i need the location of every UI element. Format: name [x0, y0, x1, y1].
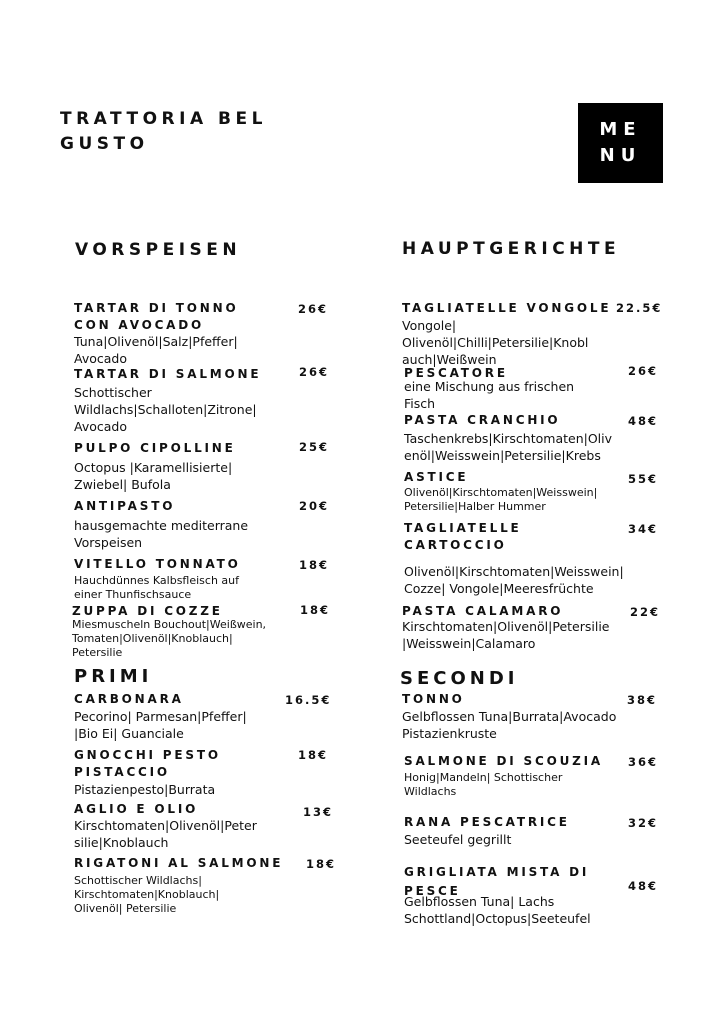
secondi-item-4-price: 48€: [628, 879, 659, 893]
secondi-item-1-desc: Gelbflossen Tuna|Burrata|Avocado Pistazienkruste: [402, 709, 617, 741]
primi-item-3-name: AGLIO E OLIO: [74, 802, 199, 816]
vorspeisen-item-4-price: 20€: [299, 499, 330, 513]
primi-item-4-desc: Schottischer Wildlachs| Kirschtomaten|Knoblauch| Olivenöl| Petersilie: [74, 874, 220, 915]
vorspeisen-item-2-desc: Schottischer Wildlachs|Schalloten|Zitrone| Avocado: [74, 385, 257, 434]
secondi-item-1-name: TONNO: [402, 692, 465, 706]
haupt-item-2-desc: eine Mischung aus frischen Fisch: [404, 379, 575, 411]
menu-badge-line2: NU: [599, 145, 642, 166]
primi-item-1-desc: Pecorino| Parmesan|Pfeffer| |Bio Ei| Guanciale: [74, 709, 247, 741]
haupt-item-4-desc: Olivenöl|Kirschtomaten|Weisswein| Petersilie|Halber Hummer: [404, 486, 598, 513]
secondi-item-3-name: RANA PESCATRICE: [404, 815, 570, 829]
primi-item-1-price: 16.5€: [285, 693, 332, 707]
vorspeisen-item-4-name: ANTIPASTO: [74, 499, 176, 513]
primi-item-4-price: 18€: [306, 857, 337, 871]
restaurant-name: TRATTORIA BEL GUSTO: [60, 109, 267, 154]
vorspeisen-item-3-price: 25€: [299, 440, 330, 454]
haupt-item-6-name: PASTA CALAMARO: [402, 604, 564, 618]
haupt-item-1-price: 22.5€: [616, 301, 663, 315]
menu-badge-text: [599, 117, 643, 169]
vorspeisen-item-1-desc: Tuna|Olivenöl|Salz|Pfeffer| Avocado: [74, 334, 238, 366]
vorspeisen-item-6-price: 18€: [300, 603, 331, 617]
secondi-item-3-desc: Seeteufel gegrillt: [404, 832, 512, 847]
secondi-item-4-name: GRIGLIATA MISTA DI PESCE: [404, 865, 590, 898]
vorspeisen-item-1-price: 26€: [298, 302, 329, 316]
vorspeisen-item-3-name: PULPO CIPOLLINE: [74, 441, 236, 455]
vorspeisen-item-5-desc: Hauchdünnes Kalbsfleisch auf einer Thunfischsauce: [74, 574, 240, 601]
haupt-item-1-desc: Vongole| Olivenöl|Chilli|Petersilie|Knobl auch|Weißwein: [402, 318, 589, 367]
primi-item-4-name: RIGATONI AL SALMONE: [74, 856, 284, 870]
vorspeisen-item-3-desc: Octopus |Karamellisierte| Zwiebel| Bufola: [74, 460, 233, 492]
vorspeisen-item-2-price: 26€: [299, 365, 330, 379]
haupt-item-2-price: 26€: [628, 364, 659, 378]
vorspeisen-item-5-name: VITELLO TONNATO: [74, 557, 241, 571]
secondi-item-3-price: 32€: [628, 816, 659, 830]
haupt-item-5-desc: Olivenöl|Kirschtomaten|Weisswein| Cozze| Vongole|Meeresfrüchte: [404, 564, 624, 596]
haupt-item-2-name: PESCATORE: [404, 366, 508, 380]
haupt-item-1-name: TAGLIATELLE VONGOLE: [402, 301, 612, 315]
haupt-item-6-price: 22€: [630, 605, 661, 619]
primi-item-2-desc: Pistazienpesto|Burrata: [74, 782, 216, 797]
secondi-item-4-desc: Gelbflossen Tuna| Lachs Schottland|Octopus|Seeteufel: [404, 894, 591, 926]
haupt-item-5-name: TAGLIATELLE CARTOCCIO: [404, 521, 522, 552]
haupt-item-6-desc: Kirschtomaten|Olivenöl|Petersilie |Weisswein|Calamaro: [402, 619, 610, 651]
primi-item-1-name: CARBONARA: [74, 692, 184, 706]
haupt-item-5-price: 34€: [628, 522, 659, 536]
section-title-hauptgerichte: HAUPTGERICHTE: [402, 239, 621, 259]
vorspeisen-item-5-price: 18€: [299, 558, 330, 572]
secondi-item-1-price: 38€: [627, 693, 658, 707]
primi-item-3-desc: Kirschtomaten|Olivenöl|Peter silie|Knoblauch: [74, 818, 257, 850]
haupt-item-3-name: PASTA CRANCHIO: [404, 413, 561, 427]
haupt-item-4-name: ASTICE: [404, 470, 469, 484]
section-title-vorspeisen: VORSPEISEN: [75, 240, 242, 260]
haupt-item-4-price: 55€: [628, 472, 659, 486]
haupt-item-3-price: 48€: [628, 414, 659, 428]
vorspeisen-item-6-name: ZUPPA DI COZZE: [72, 604, 223, 618]
primi-item-2-name: GNOCCHI PESTO PISTACCIO: [74, 748, 221, 779]
secondi-item-2-price: 36€: [628, 755, 659, 769]
primi-item-2-price: 18€: [298, 748, 329, 762]
secondi-item-2-desc: Honig|Mandeln| Schottischer Wildlachs: [404, 771, 563, 798]
section-title-secondi: SECONDI: [400, 668, 519, 689]
vorspeisen-item-4-desc: hausgemachte mediterrane Vorspeisen: [74, 518, 249, 550]
haupt-item-3-desc: Taschenkrebs|Kirschtomaten|Oliv enöl|Weisswein|Petersilie|Krebs: [404, 431, 613, 463]
menu-badge-line1: ME: [599, 119, 642, 140]
vorspeisen-item-2-name: TARTAR DI SALMONE: [74, 367, 262, 381]
vorspeisen-item-1-name: TARTAR DI TONNO CON AVOCADO: [74, 301, 239, 332]
menu-badge: [578, 103, 663, 183]
primi-item-3-price: 13€: [303, 805, 334, 819]
secondi-item-2-name: SALMONE DI SCOUZIA: [404, 754, 603, 768]
section-title-primi: PRIMI: [74, 666, 153, 687]
vorspeisen-item-6-desc: Miesmuscheln Bouchout|Weißwein, Tomaten|Olivenöl|Knoblauch| Petersilie: [72, 618, 267, 659]
